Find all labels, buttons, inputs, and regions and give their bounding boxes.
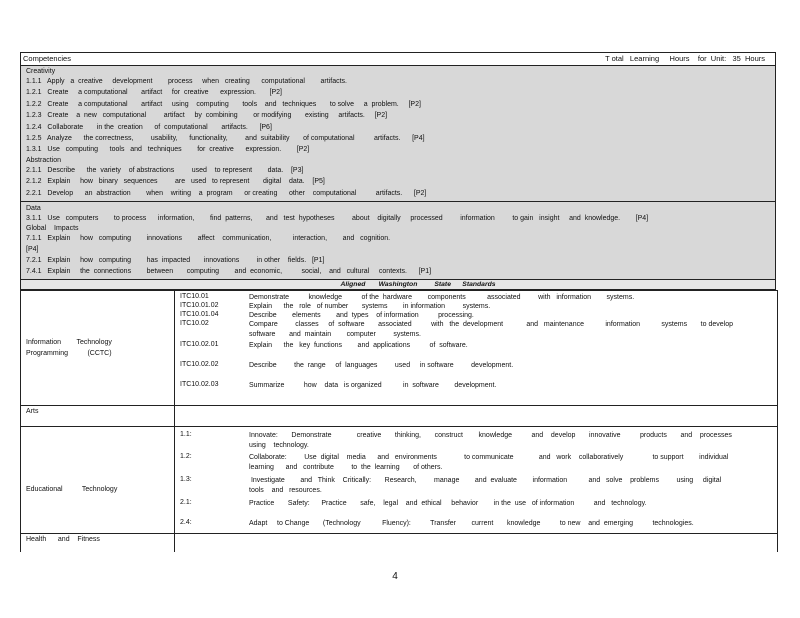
- competency-item: 7.4.1 Explain the connections between computing and economic, social, and cultural contexts. [P1]: [26, 268, 432, 276]
- standard-code: 1.1:: [180, 431, 192, 439]
- subject-cell: [21, 427, 175, 534]
- standard-item: [175, 476, 777, 499]
- standard-text: Summarize how data is organized in software development.: [249, 382, 497, 390]
- standard-code: ITC10.02.02: [180, 361, 219, 369]
- standard-code: 2.4:: [180, 519, 192, 527]
- standards-row-it: [21, 291, 778, 406]
- standard-code: 1.3:: [180, 476, 192, 484]
- subject-label: Information Technology Programming (CCTC): [26, 338, 112, 358]
- standard-item: [175, 293, 777, 302]
- standard-code: ITC10.02: [180, 320, 209, 328]
- competencies-header-bar: [20, 52, 776, 66]
- subject-cell: [21, 534, 175, 553]
- competency-item: 2.2.1 Develop an abstraction when writing a program or creating other computational artifacts. [P2]: [26, 189, 427, 197]
- standard-text: Explain the key functions and applications of software.: [249, 342, 468, 350]
- competency-item: 7.2.1 Explain how computing has impacted innovations in other fields. [P1]: [26, 256, 325, 264]
- competency-item: 1.2.5 Analyze the correctness, usability, functionality, and suitability of computational artifacts. [P4]: [26, 134, 425, 142]
- data-heading: Data: [26, 204, 41, 212]
- competency-item: 2.1.2 Explain how binary sequences are used to represent digital data. [P5]: [26, 178, 325, 186]
- standard-text: Adapt to Change (Technology Fluency): Transfer current knowledge to new and emerging technologies.: [249, 520, 694, 528]
- standard-text: Collaborate: Use digital media and environments to communicate and work collaboratively to support individual learning and contribute to the learning of others.: [249, 454, 729, 472]
- standards-cell: [175, 291, 778, 406]
- standard-text: Investigate and Think Critically: Research, manage and evaluate information and solve problems using digital tools and resources.: [249, 477, 722, 495]
- creativity-heading: Creativity: [26, 68, 56, 75]
- standard-text: Demonstrate knowledge of the hardware components associated with information systems.: [249, 294, 635, 302]
- standard-item: [175, 361, 777, 381]
- standard-code: 1.2:: [180, 453, 192, 461]
- standard-item: [175, 320, 777, 341]
- competencies-label: Competencies: [23, 54, 71, 63]
- competency-item: 3.1.1 Use computers to process information, find patterns, and test hypotheses about digitally processed information to gain insight and knowledge. [P4]: [26, 214, 649, 222]
- competencies-box-data-global: [20, 202, 776, 281]
- competency-item: 1.3.1 Use computing tools and techniques for creative expression. [P2]: [26, 146, 310, 154]
- standards-cell: [175, 534, 778, 553]
- subject-label: Health and Fitness: [26, 536, 100, 544]
- standard-text: Explain the role of number systems in information systems.: [249, 303, 491, 311]
- standard-code: ITC10.02.01: [180, 341, 219, 349]
- competency-item: 7.1.1 Explain how computing innovations affect communication, interaction, and cognition.: [26, 235, 391, 243]
- standard-item: [175, 341, 777, 361]
- competency-item: 2.1.1 Describe the variety of abstractions used to represent data. [P3]: [26, 166, 304, 174]
- standard-text: Describe elements and types of information processing.: [249, 312, 474, 320]
- standards-row-edtech: [21, 427, 778, 534]
- standard-code: ITC10.01.02: [180, 302, 219, 310]
- standards-table: [20, 290, 778, 552]
- competency-item: 1.1.1 Apply a creative development process when creating computational artifacts.: [26, 78, 347, 85]
- page-number: 4: [392, 571, 398, 582]
- competency-item: 1.2.4 Collaborate in the creation of computational artifacts. [P6]: [26, 123, 272, 131]
- standard-item: [175, 311, 777, 320]
- total-hours-label: T otal Learning Hours for Unit: 35 Hours: [605, 54, 765, 63]
- standard-item: [175, 302, 777, 311]
- subject-cell: [21, 406, 175, 427]
- competencies-box-creativity-abstraction: [20, 66, 776, 202]
- global-impacts-heading: Global Impacts: [26, 225, 79, 233]
- standard-code: 2.1:: [180, 499, 192, 507]
- standards-cell: [175, 406, 778, 427]
- subject-cell: [21, 291, 175, 406]
- curriculum-table: [20, 52, 776, 552]
- standards-title: Aligned Washington State Standards: [20, 280, 776, 290]
- subject-label: Arts: [26, 408, 39, 416]
- standard-code: ITC10.01.04: [180, 311, 219, 319]
- competency-item: [P4]: [26, 245, 39, 253]
- competency-item: 1.2.3 Create a new computational artifact by combining or modifying existing artifacts. [P2]: [26, 112, 388, 120]
- standard-item: [175, 453, 777, 476]
- subject-label: Educational Technology: [26, 485, 118, 493]
- standard-item: [175, 431, 777, 453]
- abstraction-heading: Abstraction: [26, 156, 62, 164]
- standards-cell: [175, 427, 778, 534]
- standards-row-health: [21, 534, 778, 553]
- standard-code: ITC10.01: [180, 293, 209, 301]
- standards-row-arts: [21, 406, 778, 427]
- standard-code: ITC10.02.03: [180, 381, 219, 389]
- standard-item: [175, 519, 777, 533]
- standard-item: [175, 499, 777, 519]
- standard-text: Compare classes of software associated with the development and maintenance information systems to develop software and maintain computer systems.: [249, 321, 733, 339]
- competency-item: 1.2.2 Create a computational artifact using computing tools and techniques to solve a problem. [P2]: [26, 100, 421, 108]
- standard-text: Describe the range of languages used in software development.: [249, 362, 514, 370]
- standard-text: Practice Safety: Practice safe, legal and ethical behavior in the use of information and technology.: [249, 500, 647, 508]
- competency-item: 1.2.1 Create a computational artifact for creative expression. [P2]: [26, 89, 283, 97]
- standard-item: [175, 381, 777, 393]
- standard-text: Innovate: Demonstrate creative thinking, construct knowledge and develop innovative products and processes using technology.: [249, 432, 732, 450]
